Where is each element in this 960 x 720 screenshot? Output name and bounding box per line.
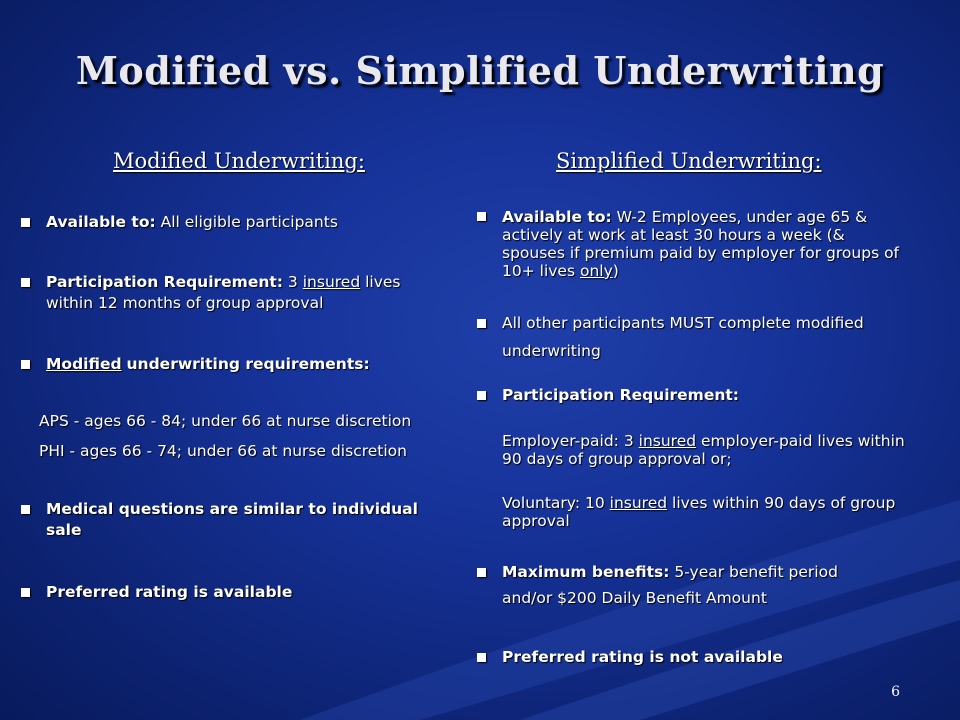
right-available-close: ): [612, 262, 619, 280]
right-preferred: Preferred rating is not available: [502, 648, 783, 666]
bullet-marker: [477, 653, 486, 662]
employer-paid-text: [502, 432, 912, 468]
left-heading-text: Modified Underwriting: [113, 149, 358, 173]
right-bullet-available: [502, 208, 912, 280]
bullet-marker: [21, 360, 30, 369]
page-number: 6: [891, 684, 900, 700]
other-line2: underwriting: [502, 342, 601, 360]
left-bullet-available: [46, 212, 446, 233]
right-available-label: Available to:: [502, 208, 612, 226]
bullet-marker: [477, 319, 486, 328]
slide-title: Modified vs. Simplified Underwriting: [75, 48, 885, 93]
voluntary-text: [502, 494, 912, 530]
left-preferred: Preferred rating is available: [46, 583, 293, 601]
medical-line1: Medical questions are similar to individual: [46, 500, 418, 518]
right-bullet-max-benefits: [502, 562, 912, 613]
employer-insured: insured: [638, 432, 697, 450]
bullet-marker: [21, 278, 30, 287]
right-column-heading: [556, 149, 822, 173]
voluntary-insured: insured: [609, 494, 668, 512]
bullet-marker: [477, 391, 486, 400]
left-bullet-modified: [46, 354, 446, 375]
left-bullet-preferred: [46, 582, 446, 603]
employer-post: employer-paid lives within 90 days of group approval or;: [502, 432, 905, 468]
max-text: 5-year benefit period: [674, 563, 838, 581]
other-line1: All other participants MUST complete modified: [502, 314, 864, 332]
bullet-marker: [21, 218, 30, 227]
participation-label: Participation Requirement:: [46, 273, 283, 291]
voluntary-pre: Voluntary: 10: [502, 494, 605, 512]
participation-line2: within 12 months of group approval: [46, 294, 324, 312]
left-bullet-medical: [46, 499, 456, 541]
aps-line: APS - ages 66 - 84; under 66 at nurse discretion: [39, 412, 412, 430]
bullet-marker: [21, 505, 30, 514]
modified-rest: underwriting requirements:: [126, 355, 370, 373]
employer-pre: Employer-paid: 3: [502, 432, 634, 450]
right-available-text: W-2 Employees, under age 65 & actively at work at least 30 hours a week (& spouses if premium paid by employer for groups of 10+ lives: [502, 208, 900, 280]
left-column-heading: [113, 149, 365, 173]
left-heading-colon: :: [357, 149, 365, 173]
medical-line2: sale: [46, 521, 82, 539]
voluntary-post: lives within 90 days of group approval: [502, 494, 896, 530]
bullet-marker: [21, 588, 30, 597]
right-heading-text: Simplified Underwriting: [556, 149, 815, 173]
right-participation-label: Participation Requirement:: [502, 386, 739, 404]
participation-pre: 3: [287, 273, 298, 291]
participation-insured: insured: [302, 273, 361, 291]
right-heading-colon: :: [814, 149, 822, 173]
right-bullet-other: [502, 313, 912, 368]
bullet-marker: [477, 212, 486, 221]
available-label: Available to:: [46, 213, 156, 231]
bullet-marker: [477, 568, 486, 577]
available-text: All eligible participants: [160, 213, 338, 231]
left-bullet-participation: [46, 272, 446, 314]
phi-line: PHI - ages 66 - 74; under 66 at nurse discretion: [39, 442, 407, 460]
participation-post: lives: [365, 273, 401, 291]
right-bullet-preferred: [502, 647, 912, 668]
right-bullet-participation: [502, 385, 912, 406]
max-line2: and/or $200 Daily Benefit Amount: [502, 589, 767, 607]
modified-word: Modified: [46, 355, 122, 373]
right-available-only: only: [579, 262, 613, 280]
max-label: Maximum benefits:: [502, 563, 670, 581]
